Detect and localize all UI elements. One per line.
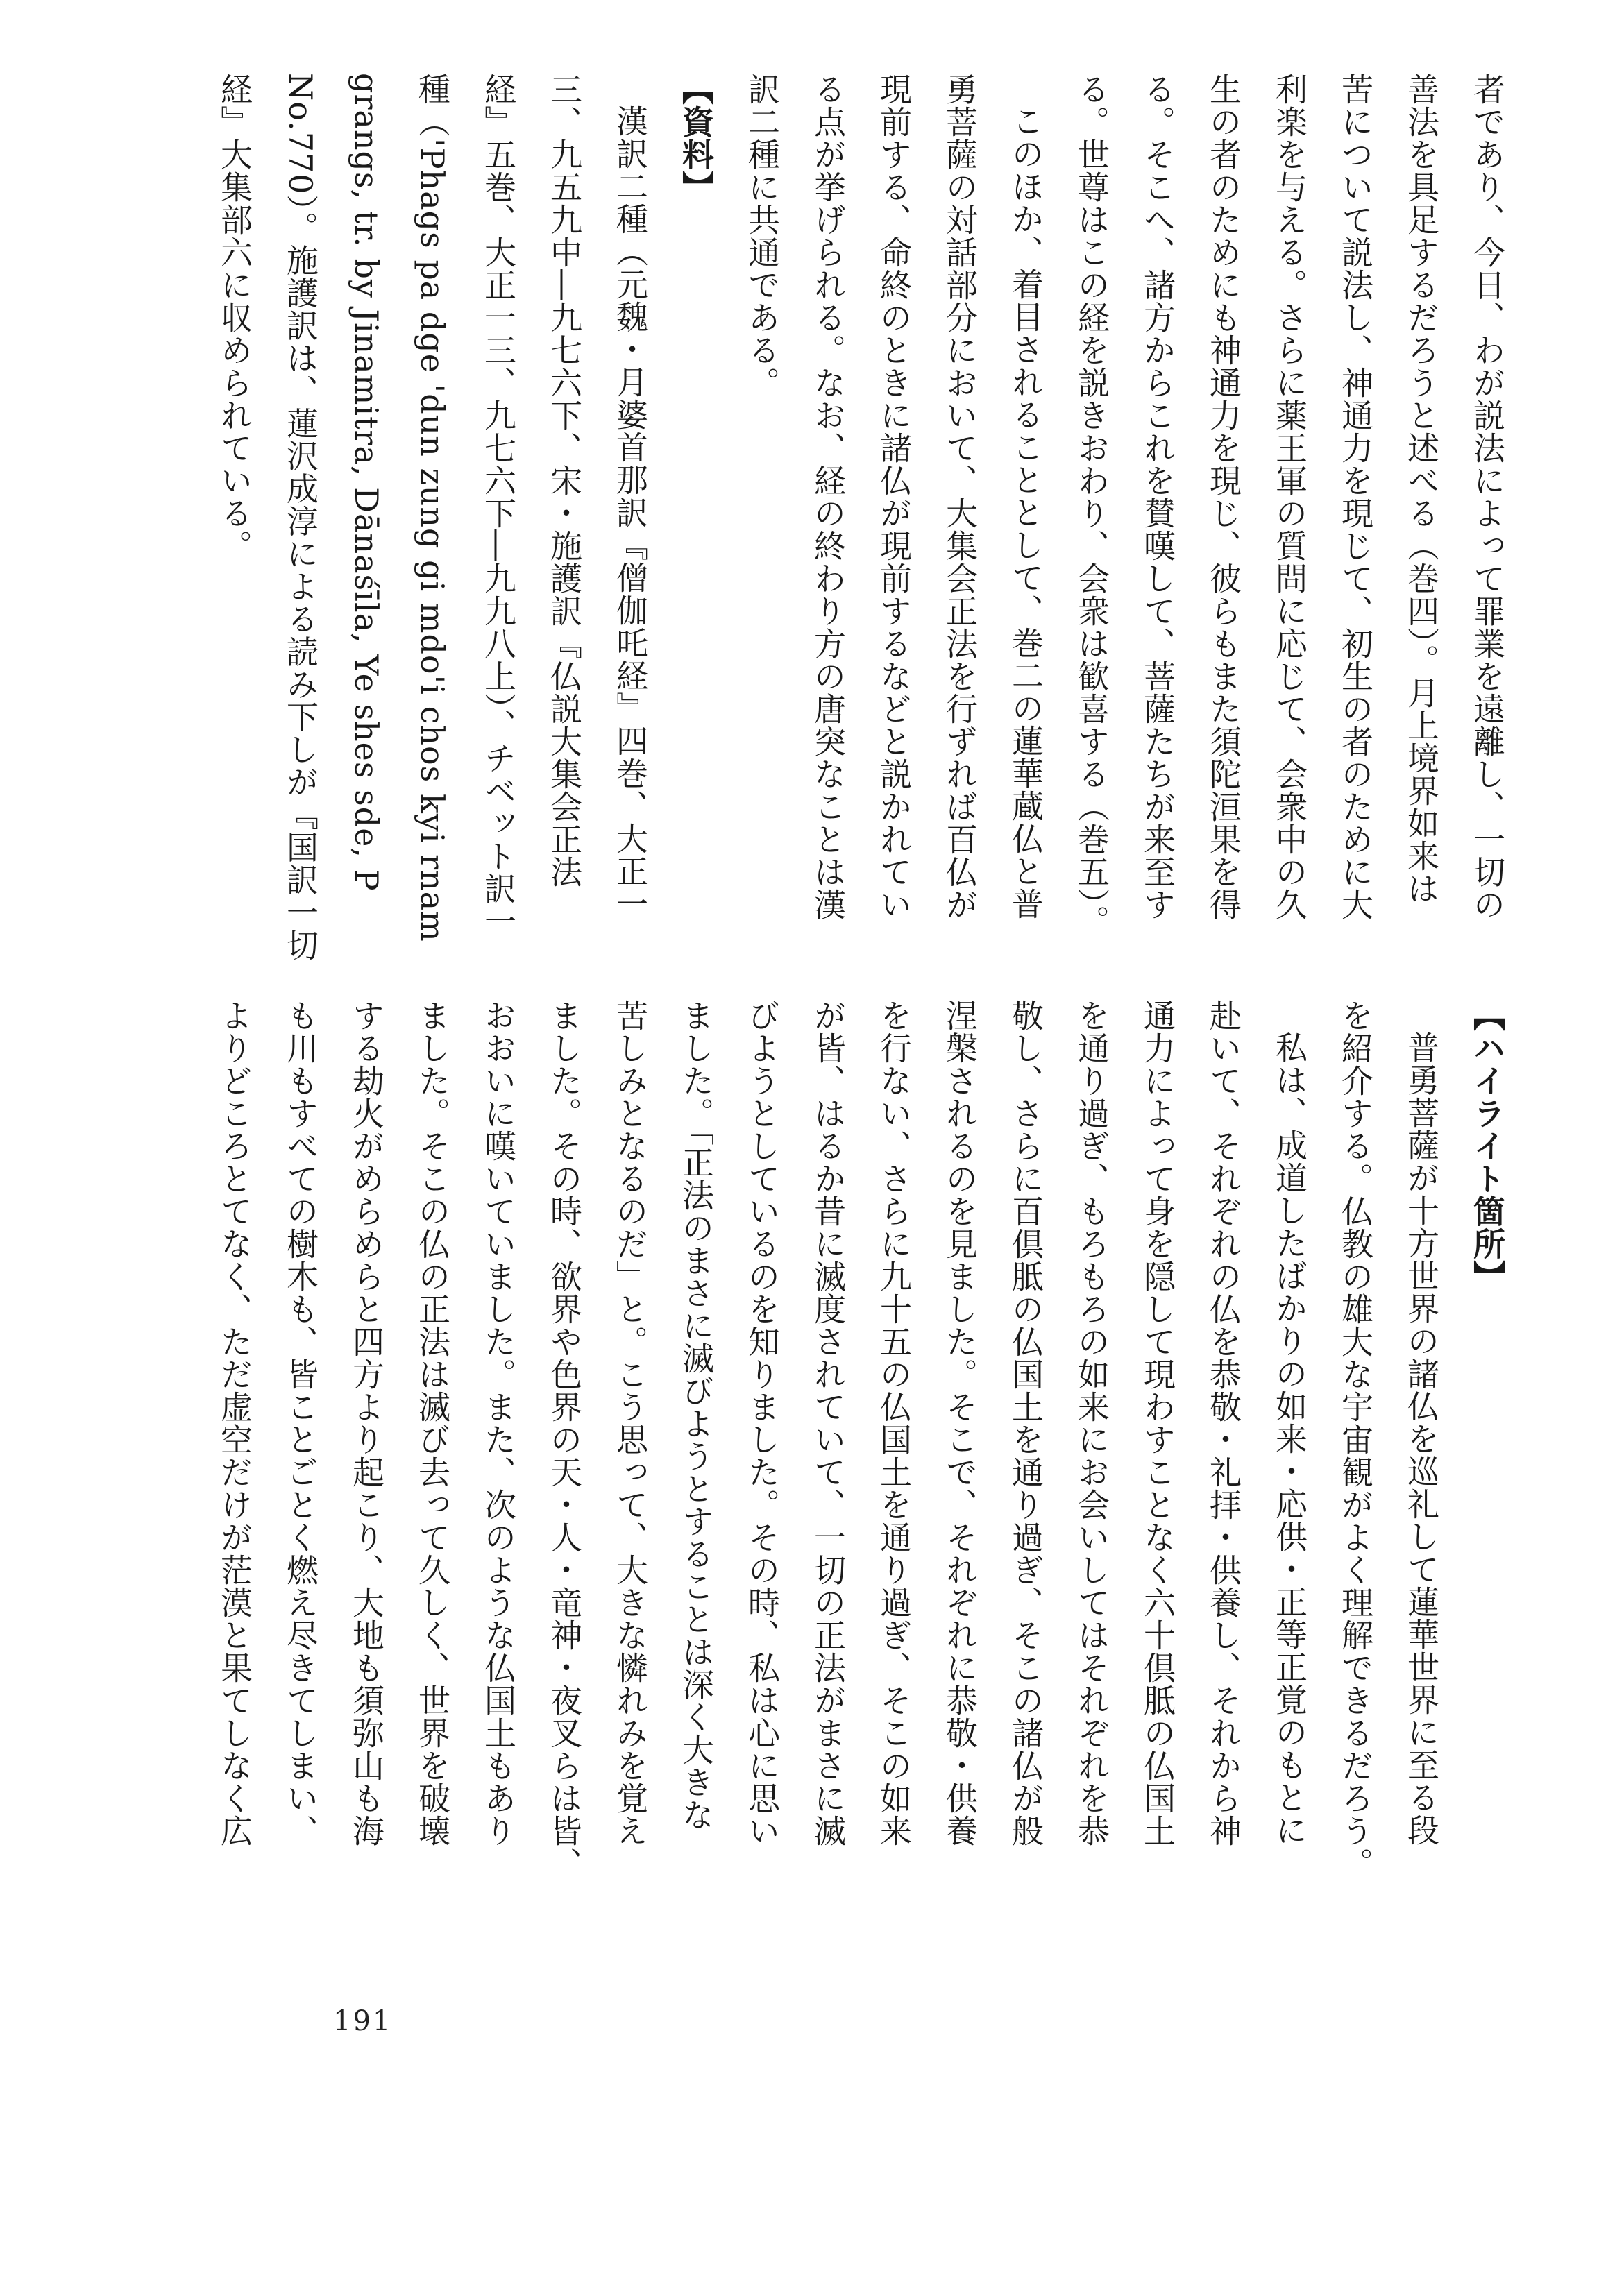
text-line: 私は、成道したばかりの如来・応供・正等正覚のもとに bbox=[1271, 1031, 1308, 1846]
text-line: 赴いて、それぞれの仏を恭敬・礼拝・供養し、それから神 bbox=[1205, 999, 1242, 1847]
text-line: を行ない、さらに九十五の仏国土を通り過ぎ、そこの如来 bbox=[875, 999, 913, 1847]
text-line: る。世尊はこの経を説きおわり、会衆は歓喜する（巻五）。 bbox=[1073, 73, 1110, 937]
text-line: る。そこへ、諸方からこれを賛嘆して、菩薩たちが来至す bbox=[1139, 73, 1176, 921]
text-line: する劫火がめらめらと四方より起こり、大地も須弥山も海 bbox=[348, 999, 385, 1847]
text-line: このほか、着目されることとして、巻二の蓮華蔵仏と普 bbox=[1007, 105, 1044, 920]
text-line: を紹介する。仏教の雄大な宇宙観がよく理解できるだろう。 bbox=[1337, 999, 1374, 1880]
text-line: grangs, tr. by Jinamitra, Dānaśīla, Ye shes sde, P bbox=[348, 73, 385, 892]
text-line: 訳二種に共通である。 bbox=[743, 73, 781, 399]
text-line: を通り過ぎ、もろもろの如来にお会いしてはそれぞれを恭 bbox=[1073, 999, 1110, 1847]
section-heading: 【ハイライト箇所】 bbox=[1469, 999, 1506, 1293]
text-line: 現前する、命終のときに諸仏が現前するなどと説かれてい bbox=[875, 73, 913, 921]
text-line: びようとしているのを知りました。その時、私は心に思い bbox=[743, 999, 781, 1847]
text-line: 善法を具足するだろうと述べる（巻四）。月上境界如来は bbox=[1403, 73, 1440, 905]
text-line: ました。そこの仏の正法は滅び去って久しく、世界を破壊 bbox=[414, 999, 451, 1847]
text-line: 者であり、今日、わが説法によって罪業を遠離し、一切の bbox=[1469, 73, 1506, 921]
text-line: 苦しみとなるのだ」と。こう思って、大きな憐れみを覚え bbox=[611, 999, 649, 1847]
main-text-block bbox=[201, 73, 1520, 1003]
text-line: 漢訳二種（元魏・月婆首那訳『僧伽吒経』四巻、大正一 bbox=[611, 105, 649, 920]
text-line: 涅槃されるのを見ました。そこで、それぞれに恭敬・供養 bbox=[941, 999, 979, 1847]
section-heading: 【資料】 bbox=[677, 73, 715, 203]
text-line: 苦について説法し、神通力を現じて、初生の者のために大 bbox=[1337, 73, 1374, 921]
text-line: も川もすべての樹木も、皆ことごとく燃え尽きてしまい、 bbox=[282, 999, 319, 1847]
text-line: 勇菩薩の対話部分において、大集会正法を行ずれば百仏が bbox=[941, 73, 979, 921]
text-line: 敬し、さらに百倶胝の仏国土を通り過ぎ、そこの諸仏が般 bbox=[1007, 999, 1044, 1847]
text-line: が皆、はるか昔に滅度されていて、一切の正法がまさに滅 bbox=[809, 999, 847, 1847]
text-line: 利楽を与える。さらに薬王軍の質問に応じて、会衆中の久 bbox=[1271, 73, 1308, 921]
text-line: ました。「正法のまさに滅びようとすることは深く大きな bbox=[677, 999, 715, 1831]
page-number: 191 bbox=[333, 2005, 393, 2037]
text-line: 通力によって身を隠して現わすことなく六十倶胝の仏国土 bbox=[1139, 999, 1176, 1847]
text-line: おおいに嘆いていました。また、次のような仏国土もあり bbox=[480, 999, 517, 1847]
highlight-text-block bbox=[201, 999, 1520, 1936]
text-line: 経』五巻、大正一三、九七六下―九九八上）、チベット訳一 bbox=[480, 73, 517, 937]
text-line: 経』大集部六に収められている。 bbox=[216, 73, 253, 562]
text-line: よりどころとてなく、ただ虚空だけが茫漠と果てしなく広 bbox=[216, 999, 253, 1847]
text-line: ました。その時、欲界や色界の天・人・竜神・夜叉らは皆、 bbox=[545, 999, 583, 1880]
text-line: No.770）。施護訳は、蓮沢成淳による読み下しが『国訳一切 bbox=[282, 73, 319, 962]
text-line: 生の者のためにも神通力を現じ、彼らもまた須陀洹果を得 bbox=[1205, 73, 1242, 921]
text-line: 種（'Phags pa dge 'dun zung gi mdo'i chos kyi rnam bbox=[414, 73, 451, 942]
text-line: 普勇菩薩が十方世界の諸仏を巡礼して蓮華世界に至る段 bbox=[1403, 1031, 1440, 1846]
text-line: る点が挙げられる。なお、経の終わり方の唐突なことは漢 bbox=[809, 73, 847, 921]
text-line: 三、九五九中―九七六下、宋・施護訳『仏説大集会正法 bbox=[545, 73, 583, 888]
